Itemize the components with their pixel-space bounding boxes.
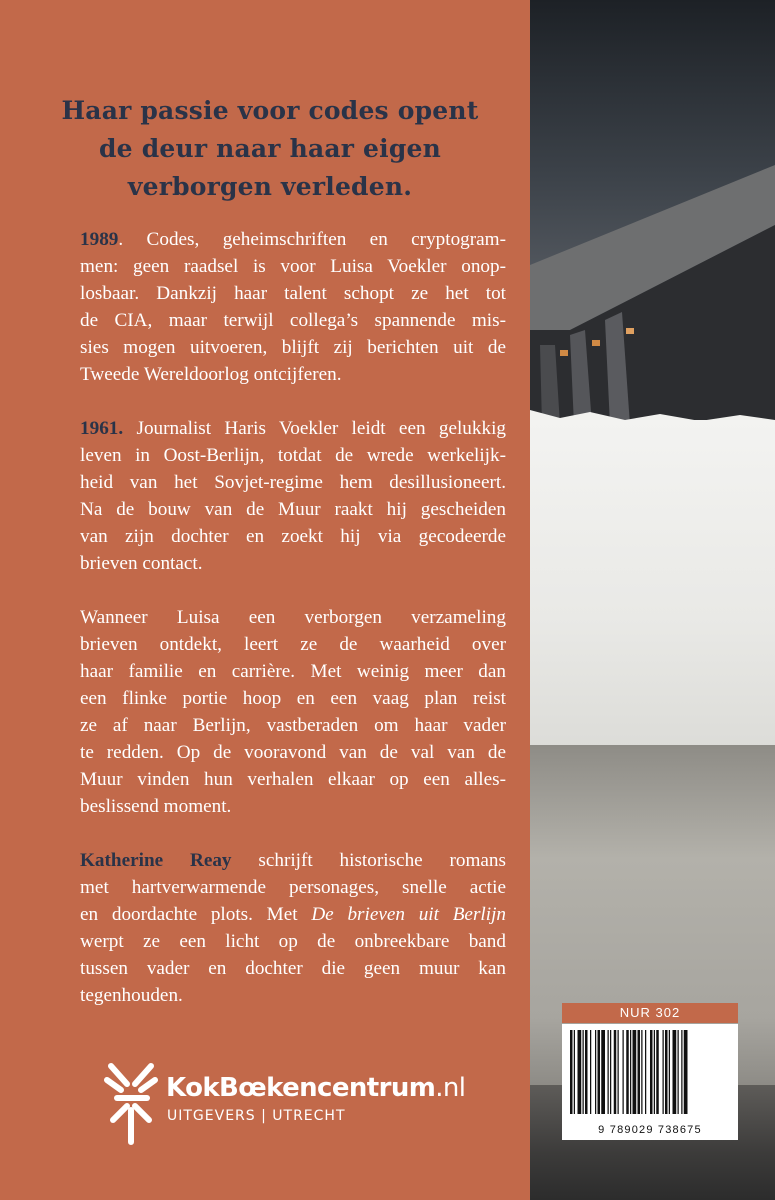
tagline-line: Haar passie voor codes opent: [61, 96, 479, 125]
barcode-bars: [562, 1024, 738, 1120]
publisher-tld: .nl: [435, 1073, 466, 1103]
author-name: Katherine Reay: [80, 850, 232, 871]
text-line: Wanneer Luisa een verborgen verzameling: [80, 607, 506, 628]
text-line: men: geen raadsel is voor Luisa Voekler onop-: [80, 256, 506, 277]
text-line: tegenhouden.: [80, 985, 183, 1006]
text-line: losbaar. Dankzij haar talent schopt ze het tot: [80, 283, 506, 304]
text-line: tussen vader en dochter die geen muur kan: [80, 958, 506, 979]
text-line: leven in Oost-Berlijn, totdat de wrede werkelijk-: [80, 445, 506, 466]
tagline: [60, 92, 480, 206]
text-line: van zijn dochter en zoekt hij via gecodeerde: [80, 526, 506, 547]
publisher-logo-icon: [103, 1058, 159, 1148]
publisher-name: [166, 1073, 465, 1103]
text-line: brieven contact.: [80, 553, 203, 574]
tagline-line: de deur naar haar eigen: [99, 134, 441, 163]
text-line: te redden. Op de vooravond van de val van de: [80, 742, 506, 763]
text-line: beslissend moment.: [80, 796, 232, 817]
publisher-wordmark: KokBœkencentrum: [166, 1073, 436, 1103]
photo-concrete-slab: [530, 0, 775, 425]
text-line: Journalist Haris Voekler leidt een gelukkig: [123, 418, 506, 439]
photo-white-wall: [530, 420, 775, 750]
text-line: ze af naar Berlijn, vastberaden om haar vader: [80, 715, 506, 736]
isbn-barcode: [562, 1024, 738, 1140]
paragraph-1989: [80, 226, 506, 388]
text-line: werpt ze een licht op de onbreekbare band: [80, 931, 506, 952]
text-line: . Codes, geheimschriften en cryptogram-: [118, 229, 506, 250]
text-line: heid van het Sovjet-regime hem desillusioneert.: [80, 472, 506, 493]
text-line: brieven ontdekt, leert ze de waarheid over: [80, 634, 506, 655]
year-1989: 1989: [80, 229, 119, 250]
isbn-digits: 9 789029 738675: [598, 1124, 702, 1136]
text-line: Tweede Wereldoorlog ontcijferen.: [80, 364, 342, 385]
paragraph-1961: [80, 415, 506, 577]
blurb: [80, 226, 506, 1036]
paragraph-author: [80, 847, 506, 1009]
text-line: Na de bouw van de Muur raakt hij gescheiden: [80, 499, 506, 520]
text-line: Muur vinden hun verhalen elkaar op een alles-: [80, 769, 506, 790]
text-line: en doordachte plots. Met: [80, 904, 312, 925]
text-line: de CIA, maar terwijl collega’s spannende mis-: [80, 310, 506, 331]
book-title: De brieven uit Berlijn: [311, 904, 506, 925]
text-line: met hartverwarmende personages, snelle actie: [80, 877, 506, 898]
text-line: een flinke portie hoop en een vaag plan reist: [80, 688, 506, 709]
text-line: schrijft historische romans: [231, 850, 506, 871]
year-1961: 1961.: [80, 418, 124, 439]
text-line: sies mogen uitvoeren, blijft zij berichten uit de: [80, 337, 506, 358]
text-line: haar familie en carrière. Met weinig meer dan: [80, 661, 506, 682]
paragraph-luisa: [80, 604, 506, 820]
tagline-line: verborgen verleden.: [127, 172, 413, 201]
nur-code: NUR 302: [562, 1003, 738, 1023]
publisher-subtitle: UITGEVERS | UTRECHT: [167, 1108, 346, 1124]
